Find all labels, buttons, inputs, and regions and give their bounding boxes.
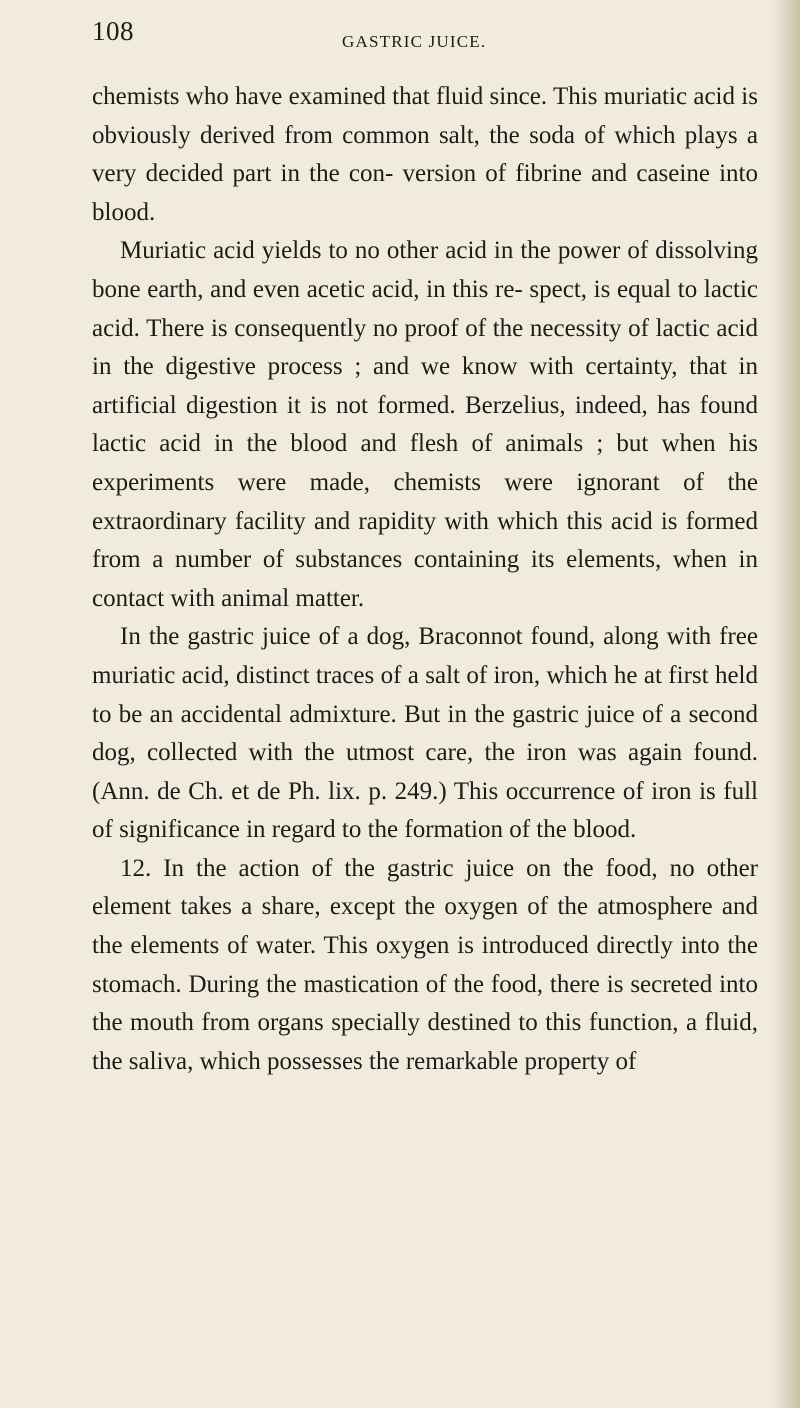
page-number: 108 <box>92 16 134 46</box>
paragraph-2: Muriatic acid yields to no other acid in the power of dissolving bone earth, and even acetic acid, in this re- spect, is equal to lactic acid. There is consequently no proof of the necessity of lactic acid in the digestive process ; and we know with certainty, that in artificial digestion it is not formed. Berzelius, indeed, has found lactic acid in the blood and flesh of animals ; but when his experiments were made, chemists were ignorant of the extraordinary facility and rapidity with which this acid is formed from a number of substances containing its elements, when in contact with animal matter. <box>92 237 758 612</box>
paragraph-4: 12. In the action of the gastric juice on the food, no other element takes a share, except the oxygen of the atmosphere and the elements of water. This oxygen is introduced directly into the stomach. During the mastication of the food, there is secreted into the mouth from organs specially destined to this function, a fluid, the saliva, which possesses the remarkable property of <box>92 854 758 1075</box>
page-header <box>92 16 772 56</box>
page-edge-shadow <box>778 0 800 1408</box>
paragraph-1: chemists who have examined that fluid since. This muriatic acid is obviously derived from common salt, the soda of which plays a very decided part in the con- version of fibrine and caseine into blood. <box>92 83 758 226</box>
body-text <box>92 78 758 1081</box>
paragraph-3: In the gastric juice of a dog, Braconnot found, along with free muriatic acid, distinct traces of a salt of iron, which he at first held to be an accidental admixture. But in the gastric juice of a second dog, collected with the utmost care, the iron was again found. (Ann. de Ch. et de Ph. lix. p. 249.) This occurrence of iron is full of significance in regard to the formation of the blood. <box>92 623 758 844</box>
running-title: GASTRIC JUICE. <box>342 32 487 51</box>
